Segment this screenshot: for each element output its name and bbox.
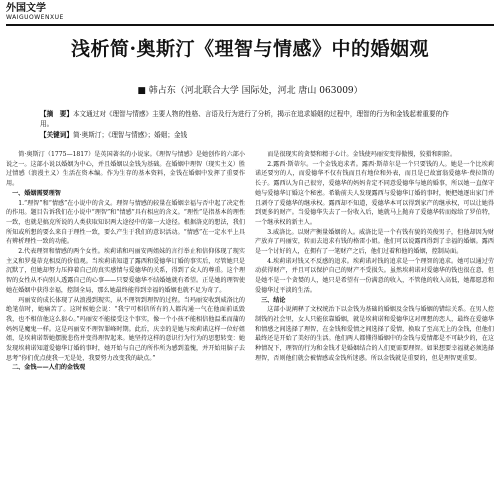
journal-name: 外国文学 bbox=[6, 3, 46, 14]
abstract-label: 【摘 要】 bbox=[40, 110, 73, 118]
section-heading: 三、结论 bbox=[261, 296, 286, 304]
journal-name-english: WAIGUOWENXUE bbox=[6, 14, 64, 21]
header-rule bbox=[6, 24, 494, 26]
keywords-label: 【关键词】 bbox=[40, 131, 73, 139]
left-column bbox=[6, 150, 245, 373]
paragraph: 简·奥斯汀（1775—1817）是英国著名的小说家。《理智与情感》是她创作的六部小说之一。这部小说以婚姻为中心，并且婚姻以金钱为基础。在婚姻中理智（现实主义）胜过情感（浪漫主义）生活在资本编。作为生存的基本资料，金钱在婚姻中发挥了重要作用。 bbox=[6, 151, 245, 188]
paragraph: 玛丽安的成长体现了从浪漫到现实，从不理智到理智的过程。当玛丽安收到威洛比的绝笔信时，她痛苦了。这时候她会说：“我宁可相信所有的人都沟通一气在他面前诋毁我，也不相信他这么狠心。”玛丽安不能接受这个事实，像一个小孩不能相信他温柔而蒲的妈妈是魔鬼一样。这是玛丽安不理智罪峰时期。此后，庆幸的是她与埃莉诺这样一位好姐姐，是埃莉诺帮她摆脱悲伤并变得理智起来。她坚持这样的意识行为行为的思想转变：她发现埃莉诺知道爱德华订婚的事时，她开始与自己的所作所为感到羞愧，并开始用脑子去思考“你们优点使我一无是处，我要努力改变我的缺点。” bbox=[6, 296, 245, 362]
section-heading: 一、婚姻需要理智 bbox=[12, 189, 61, 197]
section-heading: 二、金钱——人们的金钱观 bbox=[12, 364, 86, 372]
paragraph: 而是很现实的贪婪和精于心计。金钱使玛丽安变得傲慢，狡猾和阴险。 bbox=[267, 151, 457, 158]
right-column bbox=[255, 150, 494, 363]
abstract-block bbox=[40, 110, 460, 141]
paragraph: 3.威洛比。以财产衡量婚姻的人。威洛比是一个有钱有貌的英俊男子，但他却因为财产放弃了玛丽安，转而去追求有钱的格雷小姐。他们可以说露西得到了幸福的婚姻。露西是一个讨好的人，在拥有了一笔财产之后，他们过着和他的婚姻，控制局面。 bbox=[255, 228, 494, 256]
paragraph: 2.露西·斯蒂尔。一个金钱追求者。露西·斯蒂尔是一个只要钱的人。她是一个比埃莉诺还要穷的人，而爱德华不仅有钱而且有地位和外表，而且是已故富翁爱德华·费拉斯的长子。露西认为自己很穷，爱德华的妈妈肯定不同意爱德华与她的婚事，所以她一直保守她与爱德华订婚这个秘密。希勒前夫人发现露西与爱德华订婚的事时，便把她逐出家门并且剥夺了爱德华的继承权。露西却不知道，爱德华本可以得到家产的继承权，可以让她得到更多的财产。当爱德华失去了一份收入后，她就马上抛弃了爱德华转而嫁给了罗伯特，一个继承权的新主人。 bbox=[255, 160, 494, 226]
abstract-text: 本文通过对《理智与情感》主要人物的性格、言语及行为进行了分析，揭示在追求婚姻的过程中，理智的行为和金钱起着重要的作用。 bbox=[40, 110, 449, 128]
abstract bbox=[40, 110, 460, 129]
paragraph: 1.“理智”和“情感”在小说中的含义。理智与情感的较量在婚姻幸福与否中起了决定性的作用。题目告诉我们在小说中“理智”和“情感”具有相应的含义。“理性”是指基本的理性一致，也就是搞克所说的人类获取知识两大途径中的第一大途径。根据洛克的想法，我们所知或所想的要么来自于理性一致，要么产生于我们的意识活动。“情感”在一定水平上具有辨析理性一致的功能。 bbox=[6, 199, 245, 246]
author-line: ■ 韩占东（河北联合大学 国际处，河北 唐山 063009） bbox=[137, 86, 363, 96]
body-columns bbox=[6, 150, 494, 498]
paragraph: 2.代表理智和情感的两个女性。埃莉诺和玛丽安两姐妹的言行举止和信仰体现了现实主义和罗曼蒂克相反的价值观。当埃莉诺知道了露西和爱德华订婚的事实后，尽管她只是沉默了，但她却努力压抑着自己的真实感情与爱德华的关系，得到了众人的尊重。这个理智的女性从不向别人透露自己的心事——只要爱德华不结婚她就有希望。正是她的理智使她在婚姻中获得幸福，控制全局，那么她最终能得到幸福的婚姻也就不足为奇了。 bbox=[6, 248, 245, 294]
paragraph: 这部小说阐释了文权统治下以金钱为基础的婚姻及金钱与婚姻的错综关系。在男人控制钱的社会里，女人只能依靠婚姻，就是埃莉诺和爱德华这对理想的恋人，最终在爱德华和情感之间选择了理智，在金钱和爱情之间选择了爱情，换取了至高无上的金钱，但他们最终还是开始了美好的生活。他们两人都懂得婚姻中的金钱与爱情都是不可缺少的，在这种情况下，理智的行为和金钱才是婚姻结合的人们更需要理智。如果想要幸福就必须选择理智，否则他们就会被情感或金钱所迷惑。所以金钱就是重要的，但是理智更重要。 bbox=[255, 306, 494, 362]
journal-header bbox=[6, 3, 494, 22]
keywords-text: 简·奥斯汀；《理智与情感》；婚姻；金钱 bbox=[72, 131, 188, 139]
paragraph: 4.埃莉诺对钱又不反感的追求。埃莉诺对钱的追求是一个理智的追求。她可以通过劳动获得财产，并且可以保护自己的财产不受损失。虽然埃莉诺对爱德华的钱也很在意，但是她不是一个贪婪的人，她只是希望有一份满意的收入，不管他的收入高低，她都愿意和爱德华过平淡的生活。 bbox=[255, 257, 494, 294]
article-title: 浅析简·奥斯汀《理智与情感》中的婚姻观 bbox=[70, 38, 430, 60]
keywords bbox=[40, 131, 460, 141]
